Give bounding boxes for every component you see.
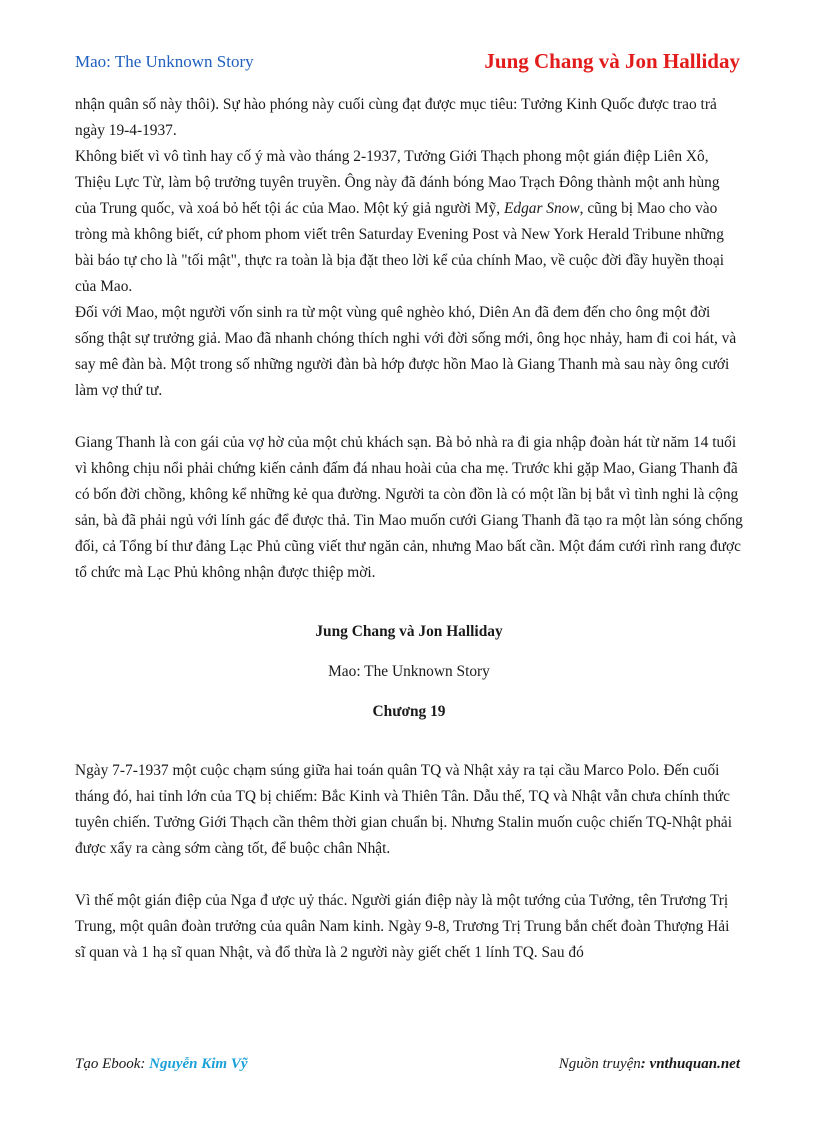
footer-ebook-credit: [75, 1056, 248, 1073]
paragraph-5: Ngày 7-7-1937 một cuộc chạm súng giữa hai toán quân TQ và Nhật xảy ra tại cầu Marco Polo. Đến cuối tháng đó, hai tỉnh lớn của TQ bị chiếm: Bắc Kinh và Thiên Tân. Dẫu thế, TQ và Nhật vẫn chưa chính thức tuyên chiến. Tưởng Giới Thạch cần thêm thời gian chuẩn bị. Nhưng Stalin muốn cuộc chiến TQ-Nhật phải được xẩy ra càng sớm càng tốt, để buộc chân Nhật.: [75, 762, 733, 857]
paragraph-2-part-a: Không biết vì vô tình hay cố ý mà vào tháng 2-1937, Tưởng Giới Thạch phong một gián điệp Liên Xô, Thiệu Lực Từ, làm bộ trưởng tuyên truyền. Ông này đã đánh bóng Mao Trạch Đông thành một anh hùng của Trung quốc, và xoá bỏ hết tội ác của Mao. Một ký giả người Mỹ,: [75, 148, 720, 217]
header-authors: Jung Chang và Jon Halliday: [484, 49, 740, 73]
footer-source-site: vnthuquan.net: [649, 1056, 740, 1072]
paragraph-1: nhận quân số này thôi). Sự hào phóng này cuối cùng đạt được mục tiêu: Tưởng Kinh Quốc được trao trả ngày 19-4-1937.: [75, 96, 717, 139]
edgar-snow-name: Edgar Snow: [503, 200, 580, 217]
footer-ebook-author: Nguyễn Kim Vỹ: [149, 1056, 248, 1072]
section-authors: Jung Chang và Jon Halliday: [315, 623, 503, 640]
footer-ebook-label: Tạo Ebook: [75, 1056, 141, 1072]
footer-source-credit: [559, 1056, 740, 1073]
body-text: [75, 92, 743, 966]
paragraph-6: Vì thế một gián điệp của Nga đ ược uỷ thác. Người gián điệp này là một tướng của Tưởng, tên Trương Trị Trung, một quân đoàn trưởng của quân Nam kinh. Ngày 9-8, Trương Trị Trung bắn chết đoàn Thượng Hải sĩ quan và 1 hạ sĩ quan Nhật, và đổ thừa là 2 người này giết chết 1 lính TQ. Sau đó: [75, 892, 730, 961]
footer-left-separator: :: [140, 1056, 150, 1072]
footer-source-label: Nguồn truyện: [558, 1056, 641, 1072]
section-book-title: Mao: The Unknown Story: [328, 663, 490, 680]
paragraph-4: Giang Thanh là con gái của vợ hờ của một chủ khách sạn. Bà bỏ nhà ra đi gia nhập đoàn hát từ năm 14 tuổi vì không chịu nổi phải chứng kiến cảnh đấm đá nhau hoài của cha mẹ. Trước khi gặp Mao, Giang Thanh đã có bốn đời chồng, không kể những kẻ qua đường. Người ta còn đồn là có một lần bị bắt vì tình nghi là cộng sản, bà đã phải ngủ với lính gác để được thả. Tin Mao muốn cưới Giang Thanh đã tạo ra một làn sóng chống đối, cả Tổng bí thư đảng Lạc Phủ cũng viết thư ngăn cản, nhưng Mao bất cần. Một đám cưới rình rang được tổ chức mà Lạc Phủ không nhận được thiệp mời.: [75, 434, 743, 581]
paragraph-3: Đối với Mao, một người vốn sinh ra từ một vùng quê nghèo khó, Diên An đã đem đến cho ông một đời sống thật sự trưởng giả. Mao đã nhanh chóng thích nghi với đời sống mới, ông học nhảy, ham đi coi hát, và say mê đàn bà. Một trong số những người đàn bà hớp được hồn Mao là Giang Thanh mà sau này ông cưới làm vợ thứ tư.: [75, 304, 737, 399]
paragraph-2-part-b: , cũng bị Mao cho vào tròng mà không biết, cứ phom phom viết trên Saturday Evening Post và New York Herald Tribune những bài báo tự cho là "tối mật", thực ra toàn là bịa đặt theo lời kể của chính Mao, về cuộc đời đầy huyền thoại của Mao.: [75, 200, 724, 295]
header-book-title: Mao: The Unknown Story: [75, 52, 254, 71]
footer-right-separator: :: [640, 1056, 650, 1072]
chapter-heading: Chương 19: [372, 703, 446, 720]
paragraph-2: [75, 144, 743, 300]
